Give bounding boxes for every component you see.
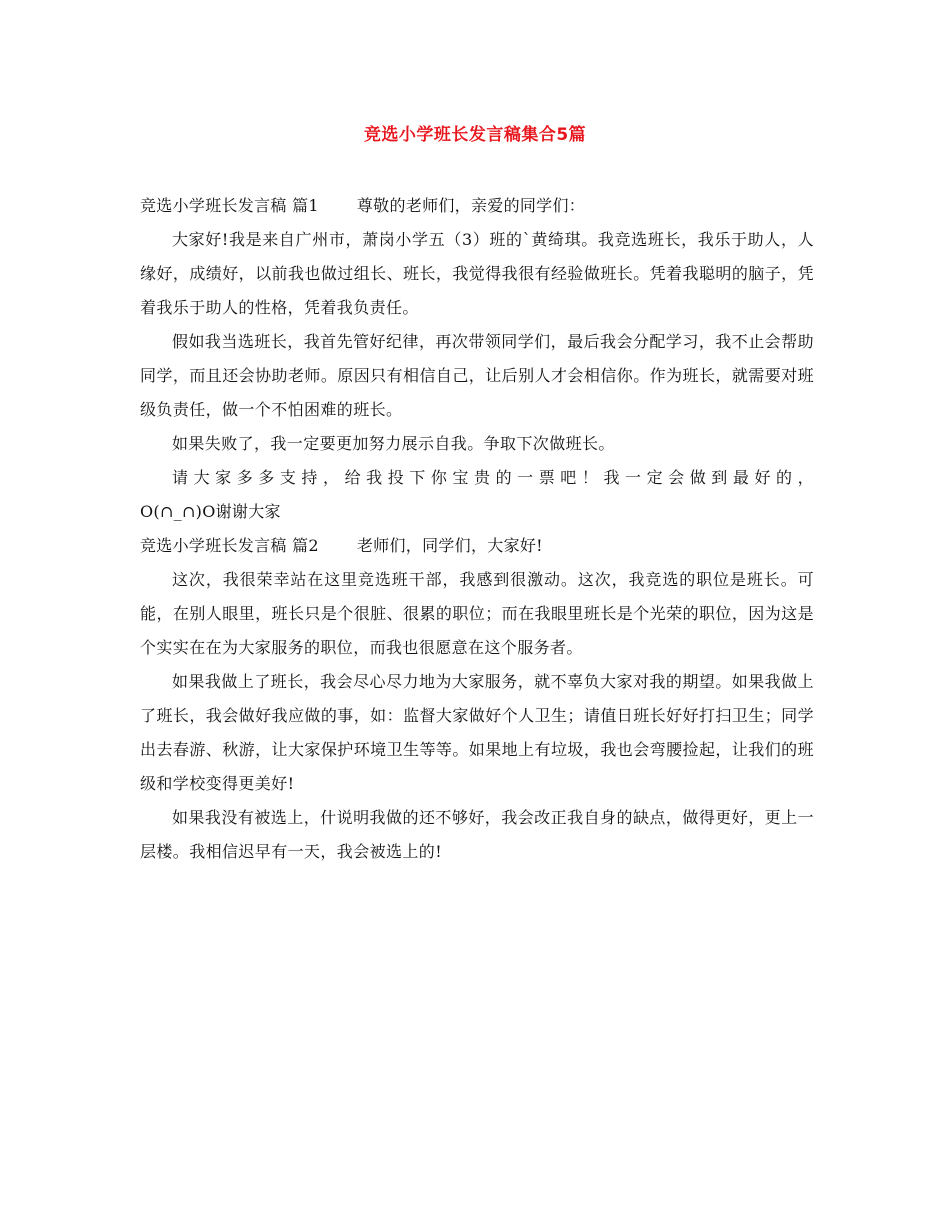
- section-2-paragraph-3: 如果我没有被选上，什说明我做的还不够好，我会改正我自身的缺点，做得更好，更上一层楼。我相信迟早有一天，我会被选上的!: [140, 808, 814, 861]
- section-1-paragraph-2: 假如我当选班长，我首先管好纪律，再次带领同学们，最后我会分配学习，我不止会帮助同学，而且还会协助老师。原因只有相信自己，让后别人才会相信你。作为班长，就需要对班级负责任，做一个不怕困难的班长。: [140, 332, 814, 419]
- section-2-paragraph-1: 这次，我很荣幸站在这里竞选班干部，我感到很激动。这次，我竞选的职位是班长。可能，在别人眼里，班长只是个很脏、很累的职位；而在我眼里班长是个光荣的职位，因为这是个实实在在为大家服务的职位，而我也很愿意在这个服务者。: [140, 570, 814, 657]
- section-1-header: [140, 189, 814, 223]
- section-1-paragraph-1: 大家好!我是来自广州市，萧岗小学五（3）班的`黄绮琪。我竞选班长，我乐于助人，人缘好，成绩好，以前我也做过组长、班长，我觉得我很有经验做班长。凭着我聪明的脑子，凭着我乐于助人的性格，凭着我负责任。: [140, 230, 814, 317]
- section-2-header: [140, 529, 814, 563]
- section-1-paragraph-4: 请大家多多支持，给我投下你宝贵的一票吧！我一定会做到最好的，: [172, 468, 814, 487]
- section-1-lead: 尊敬的老师们，亲爱的同学们：: [356, 196, 586, 215]
- section-1-closing: O(∩_∩)O谢谢大家: [140, 502, 281, 521]
- document-body: [140, 189, 814, 869]
- section-2-heading: 竞选小学班长发言稿 篇2: [140, 536, 319, 555]
- section-1-paragraph-3: 如果失败了，我一定要更加努力展示自我。争取下次做班长。: [172, 434, 615, 453]
- section-2-paragraph-2: 如果我做上了班长，我会尽心尽力地为大家服务，就不辜负大家对我的期望。如果我做上了班长，我会做好我应做的事，如：监督大家做好个人卫生；请值日班长好好打扫卫生；同学出去春游、秋游，让大家保护环境卫生等等。如果地上有垃圾，我也会弯腰捡起，让我们的班级和学校变得更美好!: [140, 672, 814, 793]
- document-title: 竞选小学班长发言稿集合5篇: [363, 125, 587, 145]
- section-1-heading: 竞选小学班长发言稿 篇1: [140, 196, 319, 215]
- section-2-lead: 老师们，同学们，大家好!: [356, 536, 543, 555]
